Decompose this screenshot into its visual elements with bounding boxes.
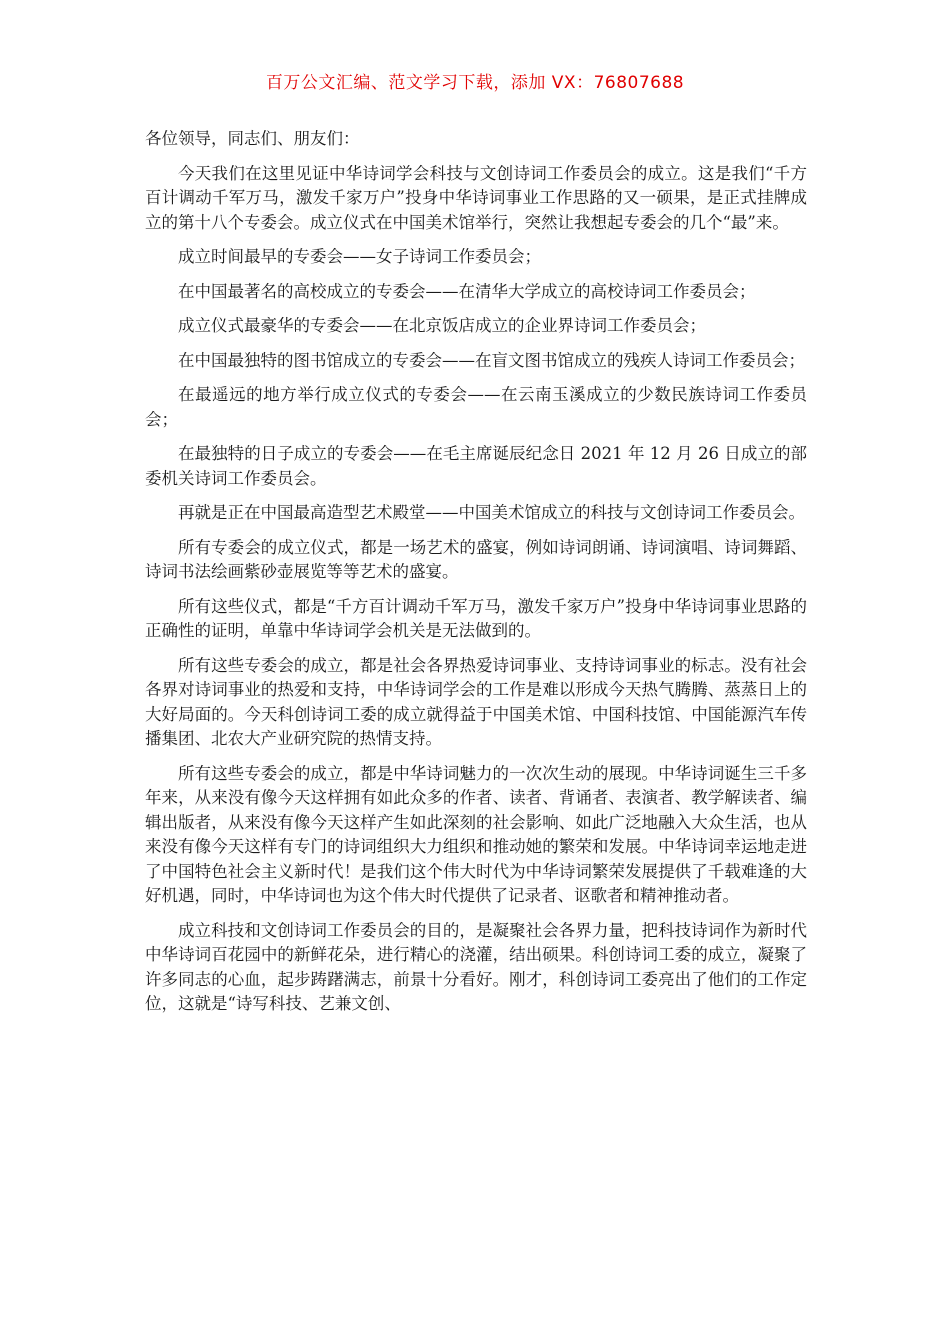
paragraph: 在中国最独特的图书馆成立的专委会——在盲文图书馆成立的残疾人诗词工作委员会； bbox=[178, 350, 805, 370]
document-body bbox=[145, 127, 807, 1027]
paragraph: 成立科技和文创诗词工作委员会的目的，是凝聚社会各界力量，把科技诗词作为新时代中华诗词百花园中的新鲜花朵，进行精心的浇灌，结出硕果。科创诗词工委的成立，凝聚了许多同志的心血，起步踌躇满志，前景十分看好。刚才，科创诗词工委亮出了他们的工作定位，这就是“诗写科技、艺兼文创、 bbox=[145, 920, 807, 1013]
paragraph: 成立仪式最豪华的专委会——在北京饭店成立的企业界诗词工作委员会； bbox=[178, 316, 706, 335]
paragraph: 成立时间最早的专委会——女子诗词工作委员会； bbox=[178, 247, 541, 266]
paragraph: 再就是正在中国最高造型艺术殿堂——中国美术馆成立的科技与文创诗词工作委员会。 bbox=[178, 503, 805, 522]
paragraph: 所有这些仪式，都是“千方百计调动千军万马，激发千家万户”投身中华诗词事业思路的正确性的证明，单靠中华诗词学会机关是无法做到的。 bbox=[145, 596, 807, 640]
paragraph: 在最独特的日子成立的专委会——在毛主席诞辰纪念日 2021 年 12 月 26 日成立的部委机关诗词工作委员会。 bbox=[145, 444, 807, 488]
paragraph: 今天我们在这里见证中华诗词学会科技与文创诗词工作委员会的成立。这是我们“千方百计调动千军万马，激发千家万户”投身中华诗词事业工作思路的又一硕果，是正式挂牌成立的第十八个专委会。成立仪式在中国美术馆举行，突然让我想起专委会的几个“最”来。 bbox=[145, 163, 807, 232]
paragraph: 在最遥远的地方举行成立仪式的专委会——在云南玉溪成立的少数民族诗词工作委员会； bbox=[145, 385, 807, 429]
salutation: 各位领导，同志们、朋友们： bbox=[145, 129, 360, 148]
paragraph: 所有这些专委会的成立，都是中华诗词魅力的一次次生动的展现。中华诗词诞生三千多年来，从来没有像今天这样拥有如此众多的作者、读者、背诵者、表演者、教学解读者、编辑出版者，从来没有像今天这样产生如此深刻的社会影响、如此广泛地融入大众生活，也从来没有像今天这样有专门的诗词组织大力组织和推动她的繁荣和发展。中华诗词幸运地走进了中国特色社会主义新时代！是我们这个伟大时代为中华诗词繁荣发展提供了千载难逢的大好机遇，同时，中华诗词也为这个伟大时代提供了记录者、讴歌者和精神推动者。 bbox=[145, 763, 807, 905]
paragraph: 所有专委会的成立仪式，都是一场艺术的盛宴，例如诗词朗诵、诗词演唱、诗词舞蹈、诗词书法绘画紫砂壶展览等等艺术的盛宴。 bbox=[145, 537, 807, 581]
paragraph: 在中国最著名的高校成立的专委会——在清华大学成立的高校诗词工作委员会； bbox=[178, 281, 756, 301]
header-watermark-text: 百万公文汇编、范文学习下载，添加 VX：76807688 bbox=[265, 73, 685, 93]
paragraph: 所有这些专委会的成立，都是社会各界热爱诗词事业、支持诗词事业的标志。没有社会各界对诗词事业的热爱和支持，中华诗词学会的工作是难以形成今天热气腾腾、蒸蒸日上的大好局面的。今天科创诗词工委的成立就得益于中国美术馆、中国科技馆、中国能源汽车传播集团、北农大产业研究院的热情支持。 bbox=[145, 655, 807, 748]
